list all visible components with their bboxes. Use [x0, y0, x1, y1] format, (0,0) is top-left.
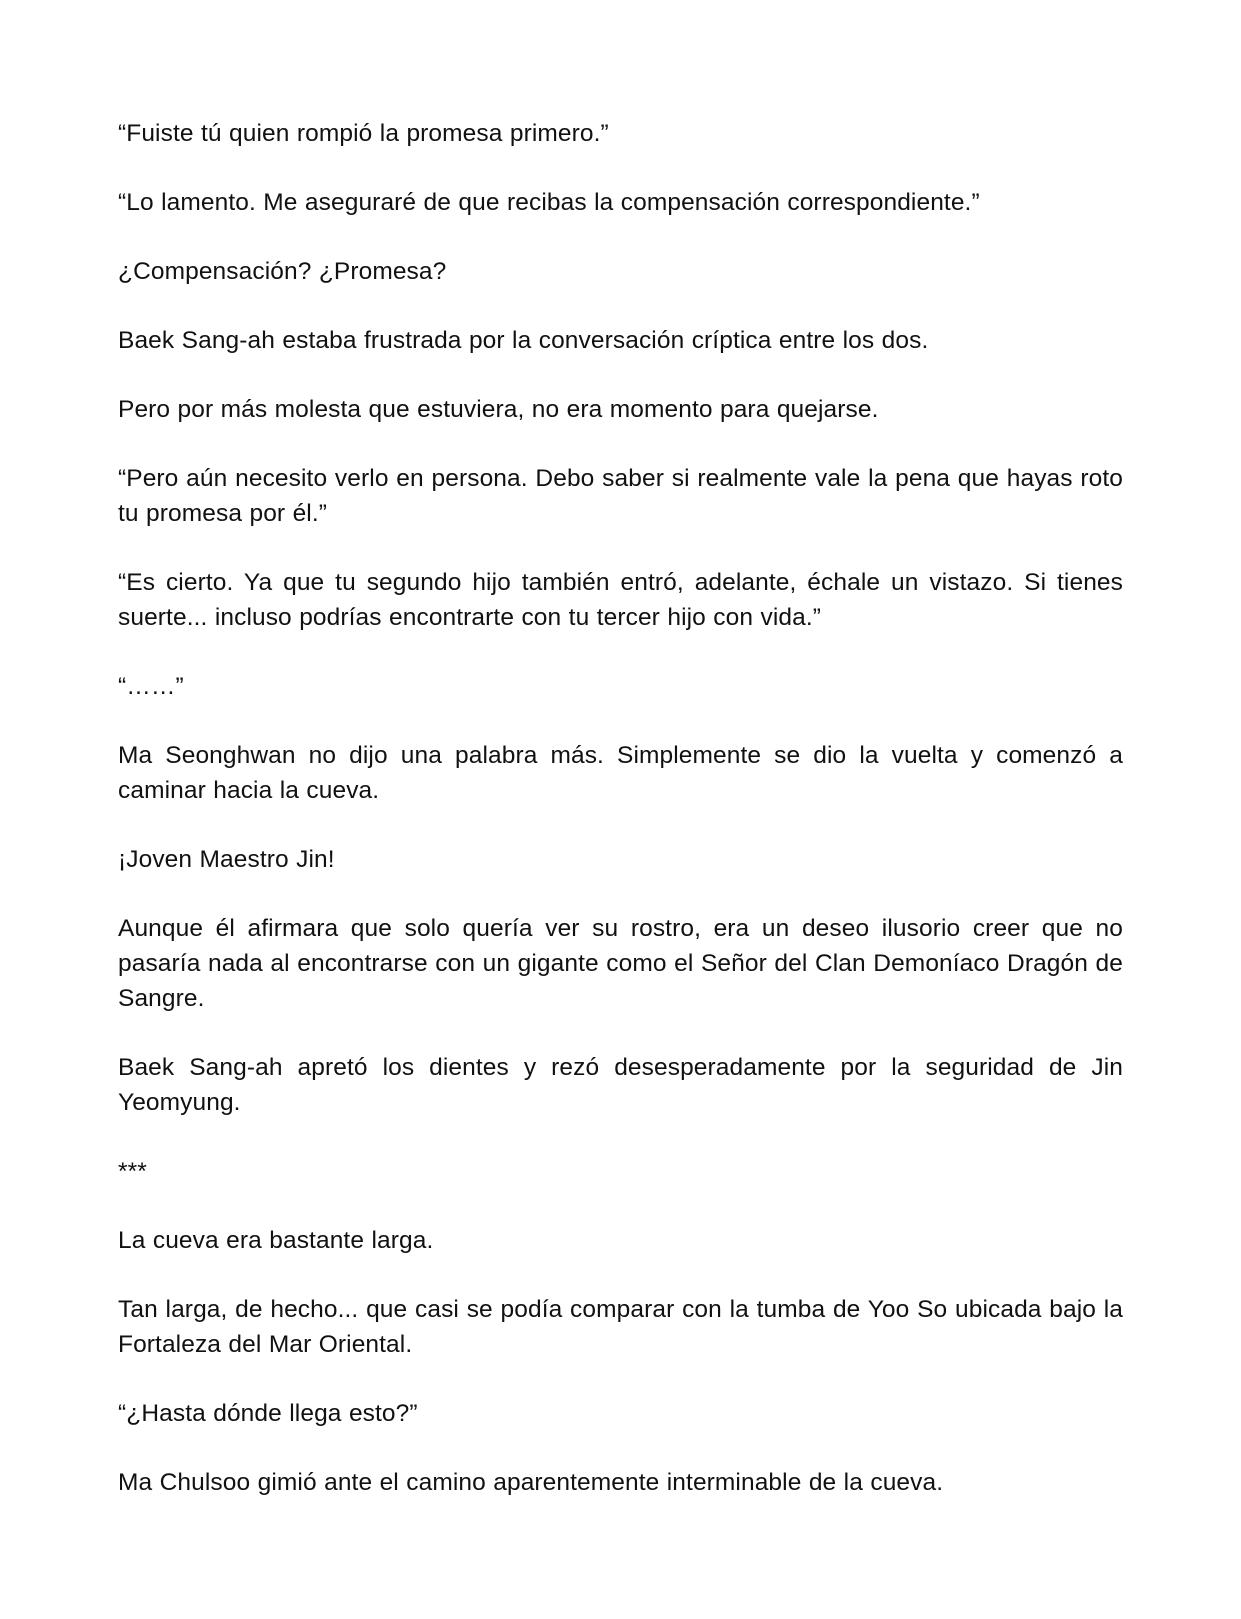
- scene-break: ***: [118, 1158, 147, 1185]
- paragraph: ¡Joven Maestro Jin!: [118, 846, 335, 873]
- paragraph: “Es cierto. Ya que tu segundo hijo también entró, adelante, échale un vistazo. Si tienes suerte... incluso podrías encontrarte con tu tercer hijo con vida.”: [118, 569, 1123, 631]
- paragraph: “……”: [118, 673, 184, 700]
- paragraph: Baek Sang-ah apretó los dientes y rezó desesperadamente por la seguridad de Jin Yeomyung.: [118, 1054, 1123, 1116]
- paragraph: “Pero aún necesito verlo en persona. Debo saber si realmente vale la pena que hayas roto tu promesa por él.”: [118, 465, 1123, 527]
- paragraph: Ma Seonghwan no dijo una palabra más. Simplemente se dio la vuelta y comenzó a caminar hacia la cueva.: [118, 742, 1123, 804]
- paragraph: Aunque él afirmara que solo quería ver su rostro, era un deseo ilusorio creer que no pasaría nada al encontrarse con un gigante como el Señor del Clan Demoníaco Dragón de Sangre.: [118, 915, 1123, 1012]
- paragraph: “Fuiste tú quien rompió la promesa primero.”: [118, 120, 609, 147]
- paragraph: La cueva era bastante larga.: [118, 1227, 434, 1254]
- document-body: [118, 116, 1123, 1534]
- paragraph: Tan larga, de hecho... que casi se podía comparar con la tumba de Yoo So ubicada bajo la Fortaleza del Mar Oriental.: [118, 1296, 1123, 1358]
- paragraph: “¿Hasta dónde llega esto?”: [118, 1400, 418, 1427]
- paragraph: Pero por más molesta que estuviera, no era momento para quejarse.: [118, 396, 879, 423]
- paragraph: ¿Compensación? ¿Promesa?: [118, 258, 447, 285]
- paragraph: Ma Chulsoo gimió ante el camino aparentemente interminable de la cueva.: [118, 1469, 944, 1496]
- paragraph: Baek Sang-ah estaba frustrada por la conversación críptica entre los dos.: [118, 327, 929, 354]
- paragraph: “Lo lamento. Me aseguraré de que recibas la compensación correspondiente.”: [118, 189, 980, 216]
